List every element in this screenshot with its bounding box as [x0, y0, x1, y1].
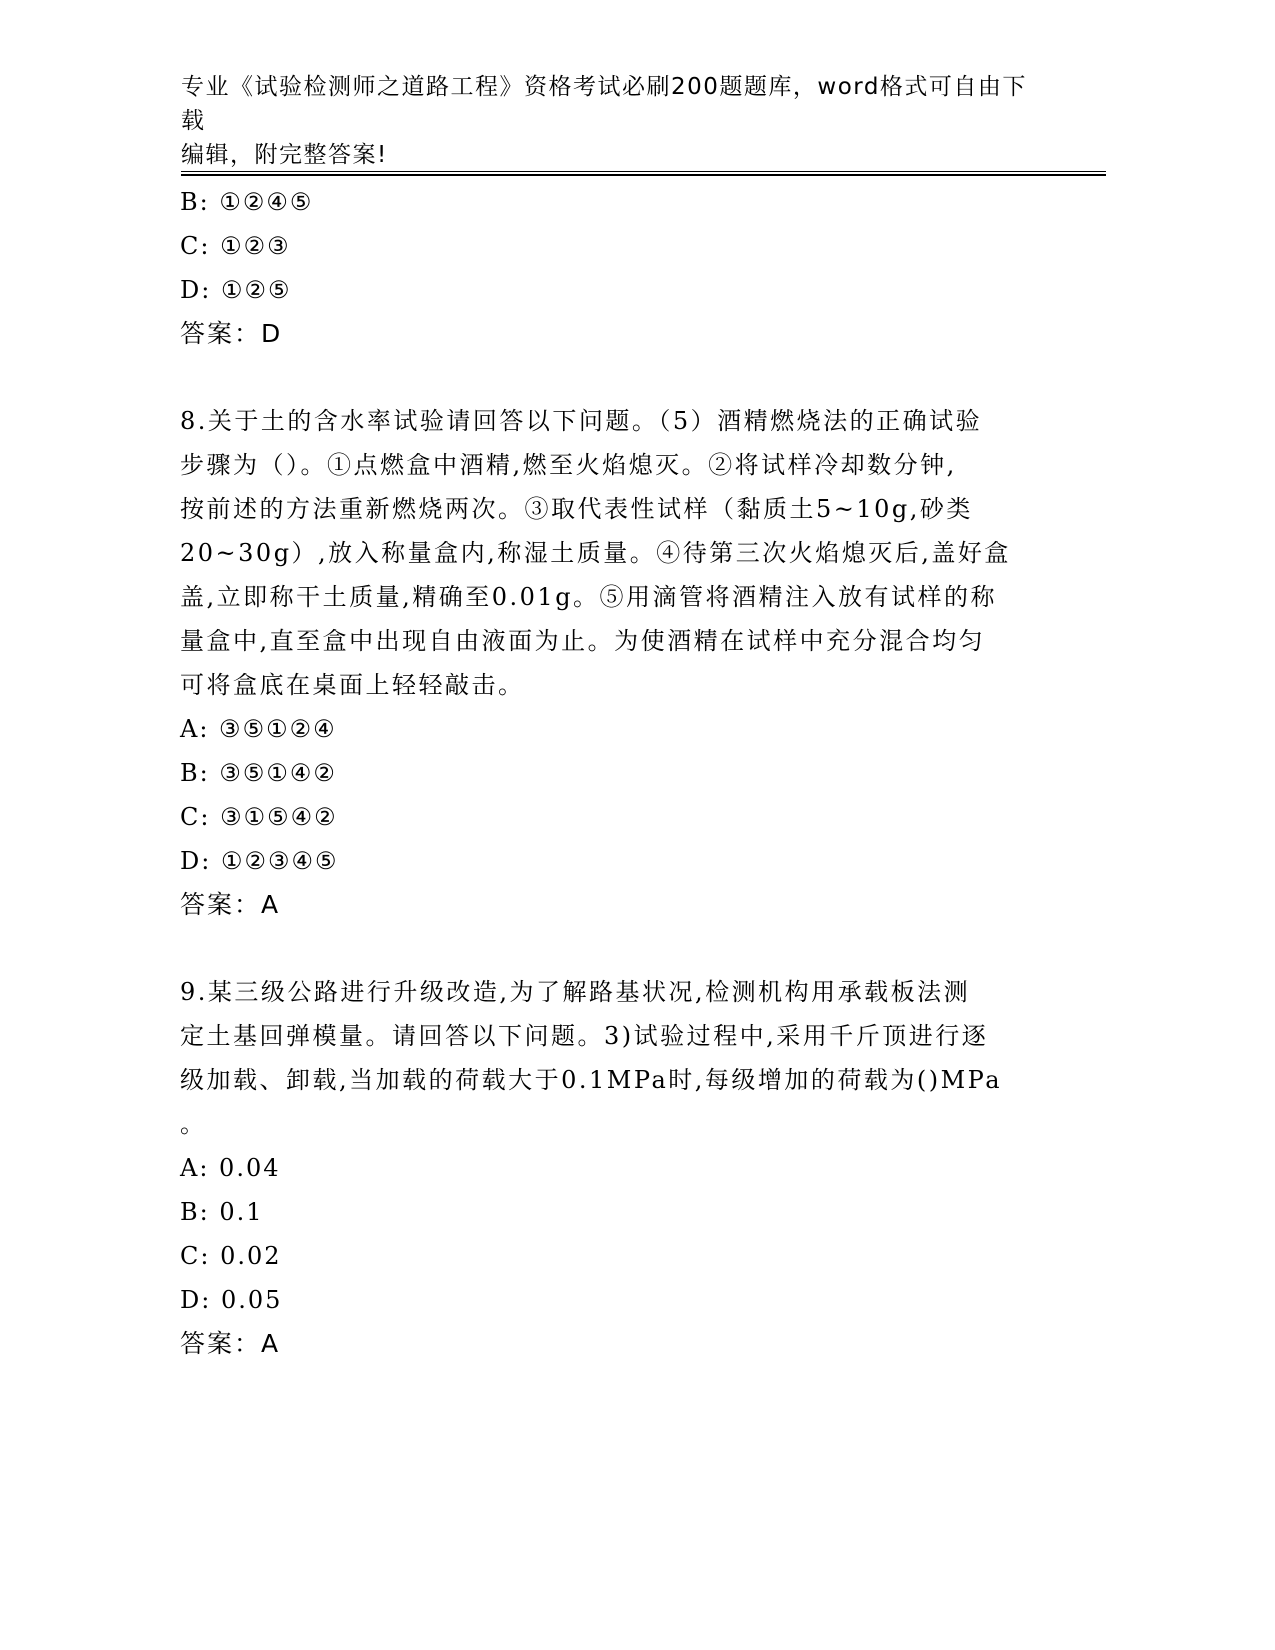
option-b: B: ③⑤①④②: [180, 759, 337, 787]
option-d: D: 0.05: [180, 1286, 283, 1314]
question-text-line: 按前述的方法重新燃烧两次。③取代表性试样（黏质土5~10g,砂类: [180, 495, 973, 523]
option-a: A: ③⑤①②④: [180, 715, 337, 743]
question-text-line: 20~30g）,放入称量盒内,称湿土质量。④待第三次火焰熄灭后,盖好盒: [180, 539, 1011, 567]
header-line-1: 专业《试验检测师之道路工程》资格考试必刷200题题库，word格式可自由下载: [181, 74, 1027, 134]
question-text-line: 量盒中,直至盒中出现自由液面为止。为使酒精在试样中充分混合均匀: [180, 627, 986, 655]
answer: 答案：D: [180, 319, 283, 348]
header-divider: [181, 171, 1106, 176]
question-text-line: 可将盒底在桌面上轻轻敲击。: [180, 671, 525, 699]
prev-question-block: [180, 180, 1060, 356]
option-b: B: 0.1: [180, 1198, 264, 1226]
question-text-line: 级加载、卸载,当加载的荷载大于0.1MPa时,每级增加的荷载为()MPa: [180, 1066, 1003, 1094]
question-text-line: 步骤为（）。①点燃盒中酒精,燃至火焰熄灭。②将试样冷却数分钟,: [180, 451, 957, 479]
question-8: [180, 399, 1060, 927]
document-body: [180, 180, 1060, 1366]
option-c: C: ③①⑤④②: [180, 803, 338, 831]
question-text-line: 8.关于土的含水率试验请回答以下问题。（5）酒精燃烧法的正确试验: [180, 407, 983, 435]
question-text-line: 盖,立即称干土质量,精确至0.01g。⑤用滴管将酒精注入放有试样的称: [180, 583, 998, 611]
answer: 答案：A: [180, 1329, 281, 1358]
option-c: C: ①②③: [180, 232, 291, 260]
question-text-line: 定土基回弹模量。请回答以下问题。3)试验过程中,采用千斤顶进行逐: [180, 1022, 989, 1050]
option-d: D: ①②③④⑤: [180, 847, 339, 875]
option-c: C: 0.02: [180, 1242, 282, 1270]
option-a: A: 0.04: [180, 1154, 281, 1182]
option-b: B: ①②④⑤: [180, 188, 314, 216]
option-d: D: ①②⑤: [180, 276, 292, 304]
question-9: [180, 970, 1060, 1366]
document-header: [181, 70, 1041, 172]
answer: 答案：A: [180, 890, 281, 919]
header-line-2: 编辑，附完整答案!: [181, 142, 388, 168]
question-text-line: 。: [180, 1110, 207, 1138]
question-text-line: 9.某三级公路进行升级改造,为了解路基状况,检测机构用承载板法测: [180, 978, 971, 1006]
